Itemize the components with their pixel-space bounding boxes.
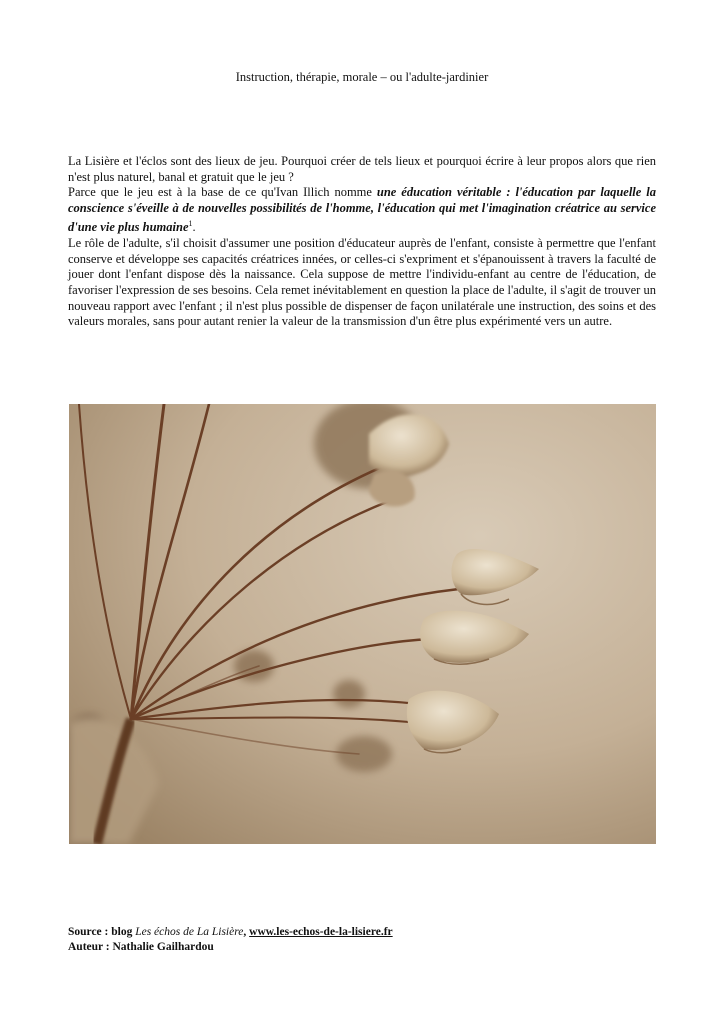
body-text — [68, 154, 656, 330]
flower-photo — [69, 404, 656, 844]
paragraph-3: Le rôle de l'adulte, s'il choisit d'assumer une position d'éducateur auprès de l'enfant, consiste à permettre que l'enfant conserve et développe ses capacités créatrices innées, or celles-ci s'expriment et s'épanouissent à travers la faculté de jouer dont l'enfant dispose dès la naissance. Cela suppose de mettre l'individu-enfant au centre de l'éducation, de favoriser l'expression de ses besoins. Cela remet inévitablement en question la place de l'adulte, il s'agit de trouver un nouveau rapport avec l'enfant ; il n'est plus possible de dispenser de façon unilatérale une instruction, des soins et des valeurs morales, sans pour autant renier la valeur de la transmission d'un être plus expérimenté vers un autre. — [68, 236, 656, 329]
source-label: Source : blog — [68, 926, 136, 938]
paragraph-1: La Lisière et l'éclos sont des lieux de jeu. Pourquoi créer de tels lieux et pourquoi écrire à leur propos alors que rien n'est plus naturel, banal et gratuit que le jeu ? — [68, 154, 656, 184]
footer — [68, 925, 656, 954]
author-line: Auteur : Nathalie Gailhardou — [68, 940, 214, 953]
paragraph-2 — [68, 185, 656, 236]
source-line — [68, 925, 656, 940]
blog-link[interactable]: www.les-echos-de-la-lisiere.fr — [249, 926, 393, 938]
blog-name: Les échos de La Lisière — [135, 926, 244, 938]
paragraph-2-end: . — [192, 220, 196, 235]
footnote-ref[interactable]: 1 — [188, 219, 193, 229]
page-title: Instruction, thérapie, morale – ou l'adulte-jardinier — [235, 70, 489, 84]
paragraph-2-lead: Parce que le jeu est à la base de ce qu'Ivan Illich nomme — [68, 185, 377, 200]
source-separator: , — [243, 926, 250, 938]
illich-quote: une éducation véritable : l'éducation par laquelle la conscience s'éveille à de nouvelles possibilités de l'homme, l'éducation qui met l'imagination créatrice au service d'une vie plus humaine — [68, 185, 656, 235]
